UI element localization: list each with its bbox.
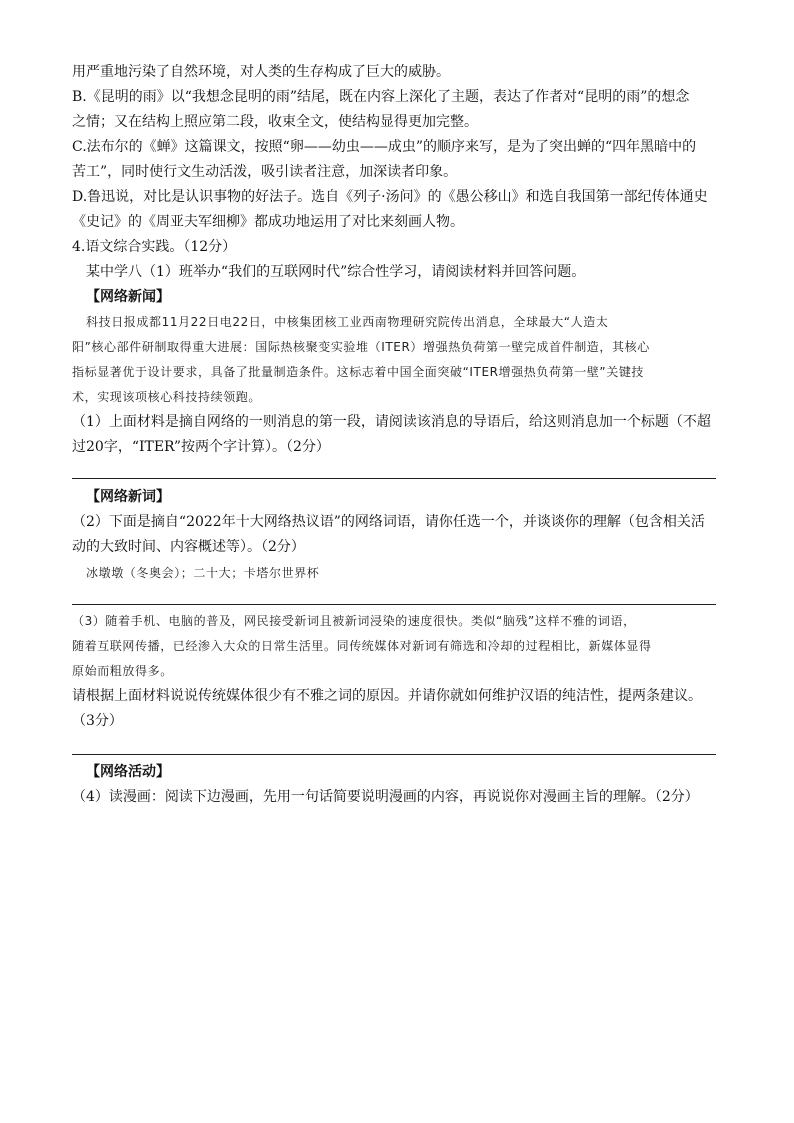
news-paragraph-line-4: 术，实现该项核心科技持续领跑。 xyxy=(72,390,262,404)
answer-line-1[interactable] xyxy=(72,478,716,479)
subquestion-3-material-line-2: 随着互联网传播，已经渗入大众的日常生活里。同传统媒体对新词有筛选和冷却的过程相比，新媒体显得 xyxy=(72,639,652,653)
subquestion-3-material-line-1: （3）随着手机、电脑的普及，网民接受新词且被新词浸染的速度很快。类似“脑残”这样不雅的词语， xyxy=(72,614,636,628)
subquestion-3-prompt-line-2: （3分） xyxy=(72,713,123,729)
subquestion-2-line-2: 动的大致时间、内容概述等）。（2分） xyxy=(72,539,305,555)
section-heading-news: 【网络新闻】 xyxy=(86,289,170,305)
option-c-line-1: C.法布尔的《蝉》这篇课文，按照“卵——幼虫——成虫”的顺序来写，是为了突出蝉的“四年黑暗中的 xyxy=(72,139,697,155)
news-paragraph-line-3: 指标显著优于设计要求，具备了批量制造条件。这标志着中国全面突破“ITER增强热负荷第一壁”关键技 xyxy=(72,365,645,379)
news-paragraph-line-2: 阳”核心部件研制取得重大进展：国际热核聚变实验堆（ITER）增强热负荷第一壁完成首件制造，其核心 xyxy=(72,340,650,354)
news-paragraph-line-1: 科技日报成都11月22日电22日，中核集团核工业西南物理研究院传出消息，全球最大“人造太 xyxy=(86,315,609,329)
option-a-continuation: 用严重地污染了自然环境，对人类的生存构成了巨大的威胁。 xyxy=(72,64,450,80)
option-b-line-2: 之情；又在结构上照应第二段，收束全文，使结构显得更加完整。 xyxy=(72,114,478,130)
subquestion-1-line-2: 过20字，“ITER”按两个字计算）。（2分） xyxy=(72,439,330,455)
answer-line-3[interactable] xyxy=(72,754,716,755)
new-words-list: 冰墩墩（冬奥会）；二十大；卡塔尔世界杯 xyxy=(86,566,320,580)
answer-line-2[interactable] xyxy=(72,604,716,605)
option-d-line-1: D.鲁迅说，对比是认识事物的好法子。选自《列子·汤问》的《愚公移山》和选自我国第一部纪传体通史 xyxy=(72,189,708,205)
section-heading-activity: 【网络活动】 xyxy=(86,764,170,780)
option-d-line-2: 《史记》的《周亚夫军细柳》都成功地运用了对比来刻画人物。 xyxy=(72,214,464,230)
subquestion-3-material-line-3: 原始而粗放得多。 xyxy=(72,664,173,678)
section-heading-new-words: 【网络新词】 xyxy=(86,489,170,505)
question-4-intro: 某中学八（1）班举办“我们的互联网时代”综合性学习，请阅读材料并回答问题。 xyxy=(86,264,586,280)
subquestion-3-prompt-line-1: 请根据上面材料说说传统媒体很少有不雅之词的原因。并请你就如何维护汉语的纯洁性，提两条建议。 xyxy=(72,688,702,704)
subquestion-1-line-1: （1）上面材料是摘自网络的一则消息的第一段，请阅读该消息的导语后，给这则消息加一个标题（不超 xyxy=(72,414,711,430)
subquestion-2-line-1: （2）下面是摘自“2022年十大网络热议语”的网络词语，请你任选一个，并谈谈你的理解（包含相关活 xyxy=(72,514,705,530)
option-b-line-1: B.《昆明的雨》以“我想念昆明的雨”结尾，既在内容上深化了主题，表达了作者对“昆明的雨”的想念 xyxy=(72,89,690,105)
subquestion-4-prompt: （4）读漫画：阅读下边漫画，先用一句话简要说明漫画的内容，再说说你对漫画主旨的理解。（2分） xyxy=(72,789,699,805)
option-c-line-2: 苦工”，同时使行文生动活泼，吸引读者注意，加深读者印象。 xyxy=(72,164,458,180)
question-4-heading: 4.语文综合实践。（12分） xyxy=(72,239,237,255)
